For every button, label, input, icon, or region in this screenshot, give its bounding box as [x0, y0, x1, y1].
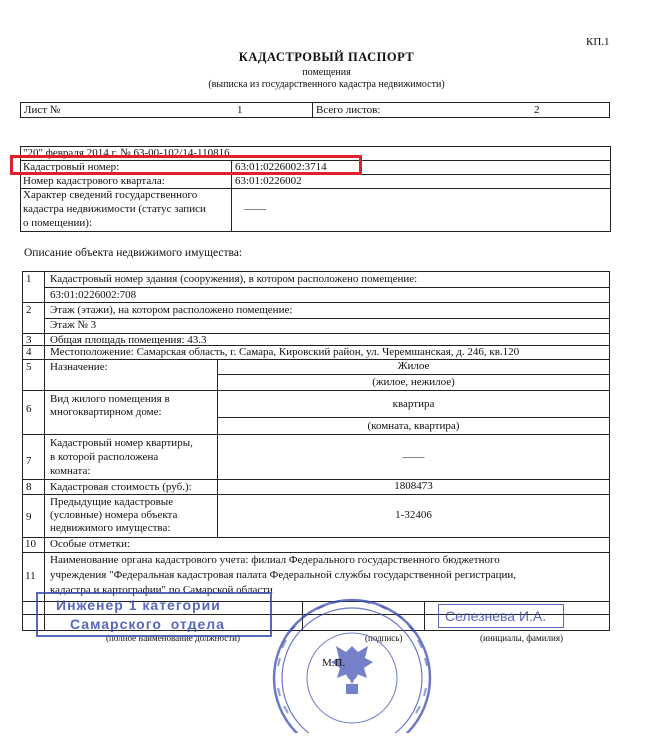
row-11-number: 11: [25, 570, 36, 582]
row-5-number: 5: [26, 361, 32, 373]
status-label-line1: Характер сведений государственного: [23, 189, 198, 201]
row-5-value: Жилое: [397, 360, 430, 372]
row-1-label: Кадастровый номер здания (сооружения), в котором расположено помещение:: [50, 273, 418, 285]
row-7-label-line1: Кадастровый номер квартиры,: [50, 437, 193, 449]
row-2-value: Этаж № 3: [50, 319, 97, 331]
row-1-value: 63:01:0226002:708: [50, 289, 137, 301]
document-title: КАДАСТРОВЫЙ ПАСПОРТ: [238, 50, 415, 64]
row-9-value: 1-32406: [395, 509, 432, 521]
initials-caption: (инициалы, фамилия): [480, 633, 563, 643]
position-stamp-line1: Инженер 1 категории: [56, 597, 221, 613]
seal-emblem: [331, 646, 373, 694]
row-2-number: 2: [26, 304, 32, 316]
name-stamp-text: Селезнева И.А.: [445, 608, 547, 624]
row-3-label: Общая площадь помещения: 43.3: [50, 334, 207, 346]
status-label-line3: о помещении):: [23, 217, 93, 229]
row-9-label-line3: недвижимого имущества:: [50, 522, 171, 534]
sheet-label: Лист №: [24, 104, 61, 116]
total-sheets-label: Всего листов:: [316, 104, 381, 116]
total-sheets-value: 2: [534, 104, 540, 116]
name-stamp: [438, 604, 564, 628]
row-6-label-line1: Вид жилого помещения в: [50, 393, 170, 405]
position-stamp-line2: Самарского_отдела: [70, 616, 225, 632]
cadastral-number-highlight: [10, 155, 362, 175]
row-6-hint: (комната, квартира): [367, 420, 460, 432]
page-code: КП.1: [586, 36, 610, 48]
row-11-label-line2: учреждения "Федеральная кадастровая палата Федеральной службы государственной регистрации,: [50, 569, 517, 581]
cadastral-number-label: Кадастровый номер:: [23, 161, 120, 173]
row-11-label-line3: кадастра и картографии" по Самарской области: [50, 584, 273, 596]
status-value: ——: [244, 203, 266, 215]
date-line: "20" февраля 2014 г. № 63-00-102/14-110816: [23, 147, 230, 159]
row-11-label-line1: Наименование органа кадастрового учета: филиал Федерального государственного бюджетного: [50, 554, 500, 566]
row-8-value: 1808473: [394, 480, 433, 492]
quarter-number-label: Номер кадастрового квартала:: [23, 175, 165, 187]
row-4-number: 4: [26, 346, 32, 358]
seal-mp-label: М.П.: [322, 657, 346, 669]
row-10-number: 10: [25, 538, 36, 550]
row-8-label: Кадастровая стоимость (руб.):: [50, 481, 192, 493]
row-9-number: 9: [26, 511, 32, 523]
position-caption: (полное наименование должности): [106, 633, 240, 643]
document-subtitle: помещения: [302, 67, 351, 78]
row-9-label-line2: (условные) номера объекта: [50, 509, 178, 521]
description-heading: Описание объекта недвижимого имущества:: [24, 247, 243, 259]
status-label-line2: кадастра недвижимости (статус записи: [23, 203, 206, 215]
row-2-label: Этаж (этажи), на котором расположено помещение:: [50, 304, 293, 316]
signature-caption: (подпись): [365, 633, 403, 643]
row-7-number: 7: [26, 455, 32, 467]
row-6-label-line2: многоквартирном доме:: [50, 406, 162, 418]
row-7-label-line2: в которой расположена: [50, 451, 159, 463]
quarter-number-value: 63:01:0226002: [235, 175, 302, 187]
row-5-hint: (жилое, нежилое): [372, 376, 455, 388]
document-subtitle-note: (выписка из государственного кадастра недвижимости): [208, 79, 445, 90]
row-5-label: Назначение:: [50, 361, 108, 373]
row-6-value: квартира: [392, 398, 435, 410]
row-4-label: Местоположение: Самарская область, г. Самара, Кировский район, ул. Черемшанская, д. 246, кв.120: [50, 346, 520, 358]
row-3-number: 3: [26, 334, 32, 346]
cadastral-number-value: 63:01:0226002:3714: [235, 161, 327, 173]
row-6-number: 6: [26, 403, 32, 415]
position-stamp: [36, 592, 272, 637]
row-1-number: 1: [26, 273, 32, 285]
row-9-label-line1: Предыдущие кадастровые: [50, 496, 174, 508]
row-7-value: ——: [402, 451, 425, 463]
round-seal: [262, 588, 442, 733]
row-10-label: Особые отметки:: [50, 538, 131, 550]
row-8-number: 8: [26, 481, 32, 493]
row-7-label-line3: комната:: [50, 465, 91, 477]
sheet-value: 1: [237, 104, 243, 116]
